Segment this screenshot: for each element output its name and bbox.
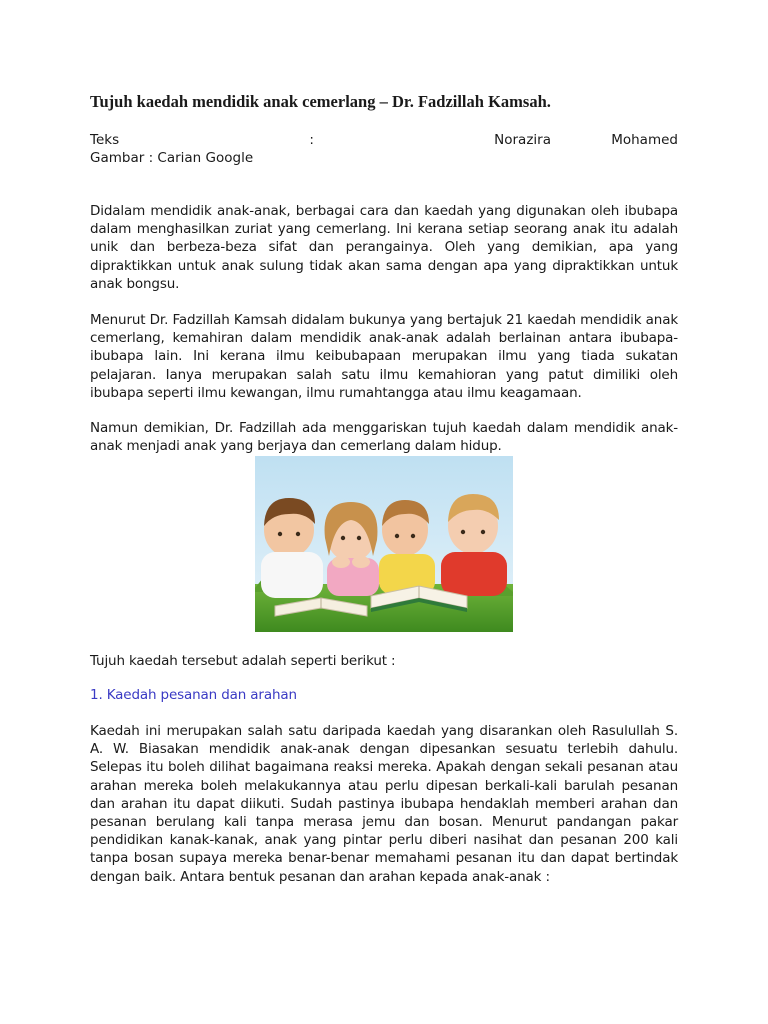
- teks-label: Teks: [90, 132, 120, 148]
- credits-text-row: [90, 131, 678, 149]
- section-heading-1: 1. Kaedah pesanan dan arahan: [90, 687, 297, 703]
- fadzillah-paragraph: Menurut Dr. Fadzillah Kamsah didalam bukunya yang bertajuk 21 kaedah mendidik anak cemerlang, kemahiran dalam mendidik anak-anak adalah berlainan antara ibubapa-ibubapa lain. Ini kerana ilmu keibubapaan merupakan ilmu yang tiada sukatan pelajaran. Ianya merupakan salah satu ilmu kemahioran yang patut dimiliki oleh ibubapa seperti ilmu kewangan, ilmu rumahtangga atau ilmu keagamaan.: [90, 312, 678, 401]
- teks-colon: :: [309, 132, 314, 148]
- credits-block: [90, 131, 678, 167]
- author-last-name: Mohamed: [611, 132, 678, 148]
- document-title: Tujuh kaedah mendidik anak cemerlang – Dr. Fadzillah Kamsah.: [90, 92, 551, 111]
- author-first-name: Norazira: [494, 132, 551, 148]
- seven-methods-paragraph: Namun demikian, Dr. Fadzillah ada menggariskan tujuh kaedah dalam mendidik anak-anak menjadi anak yang berjaya dan cemerlang dalam hidup.: [90, 420, 678, 455]
- intro-paragraph: Didalam mendidik anak-anak, berbagai cara dan kaedah yang digunakan oleh ibubapa dalam menghasilkan zuriat yang cemerlang. Ini kerana setiap seorang anak itu adalah unik dan berbeza-beza sifat dan perangainya. Oleh yang demikian, apa yang dipraktikkan untuk anak sulung tidak akan sama dengan apa yang dipraktikkan untuk anak bongsu.: [90, 203, 678, 292]
- section-1-paragraph: Kaedah ini merupakan salah satu daripada kaedah yang disarankan oleh Rasulullah S. A. W. Biasakan mendidik anak-anak dengan dipesankan sesuatu terlebih dahulu. Selepas itu boleh dilihat bagaimana reaksi mereka. Apakah dengan sekali pesanan atau arahan mereka boleh melakukannya atau perlu dipesan berkali-kali barulah pesanan dan arahan itu dapat diikuti. Sudah pastinya ibubapa hendaklah memberi arahan dan pesanan berulang kali tanpa merasa jemu dan bosan. Menurut pandangan pakar pendidikan kanak-kanak, anak yang pintar perlu diberi nasihat dan pesanan 200 kali tanpa bosan supaya mereka benar-benar memahami pesanan itu dan dapat bertindak dengan baik. Antara bentuk pesanan dan arahan kepada anak-anak :: [90, 723, 678, 885]
- image-credit: Gambar : Carian Google: [90, 150, 254, 166]
- children-reading-photo: [255, 456, 513, 632]
- list-intro-paragraph: Tujuh kaedah tersebut adalah seperti berikut :: [90, 653, 396, 669]
